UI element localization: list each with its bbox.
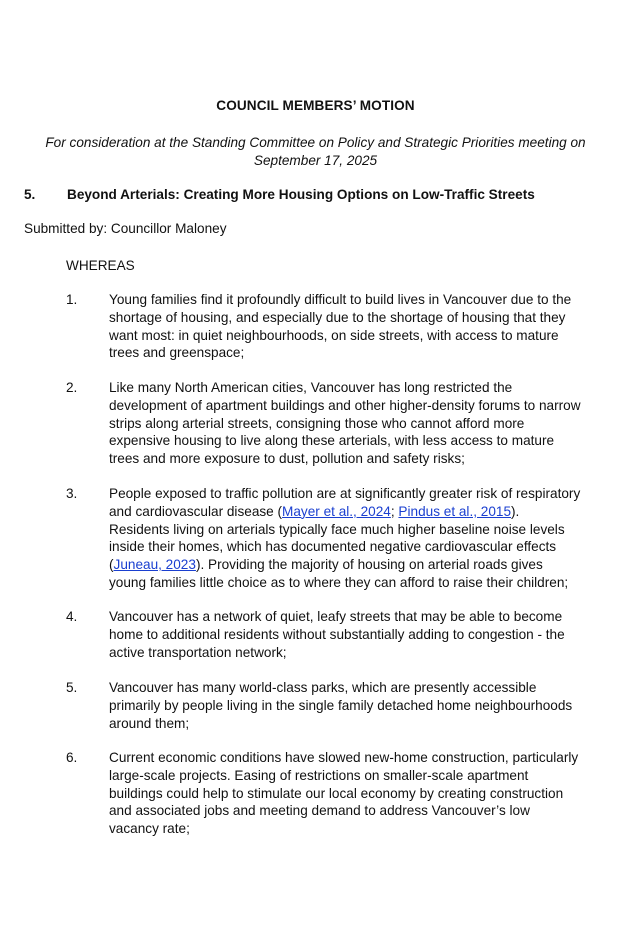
clause-text [109, 485, 583, 592]
clause-text: Young families find it profoundly difficult to build lives in Vancouver due to the shortage of housing, and especially due to the shortage of housing that they want most: in quiet neighbourhoods, on side streets, with access to mature trees and greenspace; [109, 292, 572, 361]
reference-link-pindus[interactable]: Pindus et al., 2015 [398, 503, 512, 519]
motion-heading [24, 187, 535, 202]
document-subtitle: For consideration at the Standing Committee on Policy and Strategic Priorities meeting on September 17, 2025 [45, 135, 586, 168]
clause-6 [66, 749, 586, 838]
clause-number: 6. [66, 750, 78, 765]
document-title: COUNCIL MEMBERS’ MOTION [216, 98, 415, 113]
clause-number: 3. [66, 486, 78, 501]
reference-link-mayer[interactable]: Mayer et al., 2024 [282, 503, 391, 519]
whereas-label: WHEREAS [66, 258, 135, 273]
clause-text: Like many North American cities, Vancouver has long restricted the development of apartment buildings and other higher-density forums to narrow strips along arterial streets, consigning those who cannot afford more expensive housing to live along these arterials, with less access to mature trees and more exposure to dust, pollution and safety risks; [109, 380, 581, 467]
clause-number: 5. [66, 680, 78, 695]
clause-1 [66, 291, 586, 362]
clause-5 [66, 679, 586, 732]
clause-number: 1. [66, 292, 78, 307]
motion-title: Beyond Arterials: Creating More Housing Options on Low-Traffic Streets [67, 187, 535, 202]
clause-number: 4. [66, 609, 78, 624]
clause-text: Current economic conditions have slowed new-home construction, particularly large-scale projects. Easing of restrictions on smaller-scale apartment buildings could help to stimulate our local economy by creating construction and associated jobs and meeting demand to address Vancouver’s low vacancy rate; [109, 750, 579, 837]
clause-text: Vancouver has a network of quiet, leafy streets that may be able to become home to additional residents without substantially adding to congestion - the active transportation network; [109, 609, 565, 660]
clause-text-part: People exposed to traffic pollution are at significantly greater risk of respiratory and cardiovascular disease ( [109, 486, 581, 519]
clause-text-part: ). Residents living on arterials typically face much higher baseline noise levels inside their homes, which has documented negative cardiovascular effects ( [109, 503, 565, 573]
clause-2 [66, 379, 586, 468]
reference-link-juneau[interactable]: Juneau, 2023 [113, 557, 196, 573]
clause-4 [66, 608, 586, 661]
motion-number: 5. [24, 187, 36, 202]
submitted-by: Submitted by: Councillor Maloney [24, 221, 227, 236]
clause-number: 2. [66, 380, 78, 395]
clause-text: Vancouver has many world-class parks, which are presently accessible primarily by people living in the single family detached home neighbourhoods around them; [109, 680, 573, 731]
clause-3 [66, 485, 586, 592]
clause-text-part: ; [390, 503, 399, 519]
clause-text-part: ). Providing the majority of housing on arterial roads gives young families little choice as to where they can afford to raise their children; [109, 557, 569, 590]
